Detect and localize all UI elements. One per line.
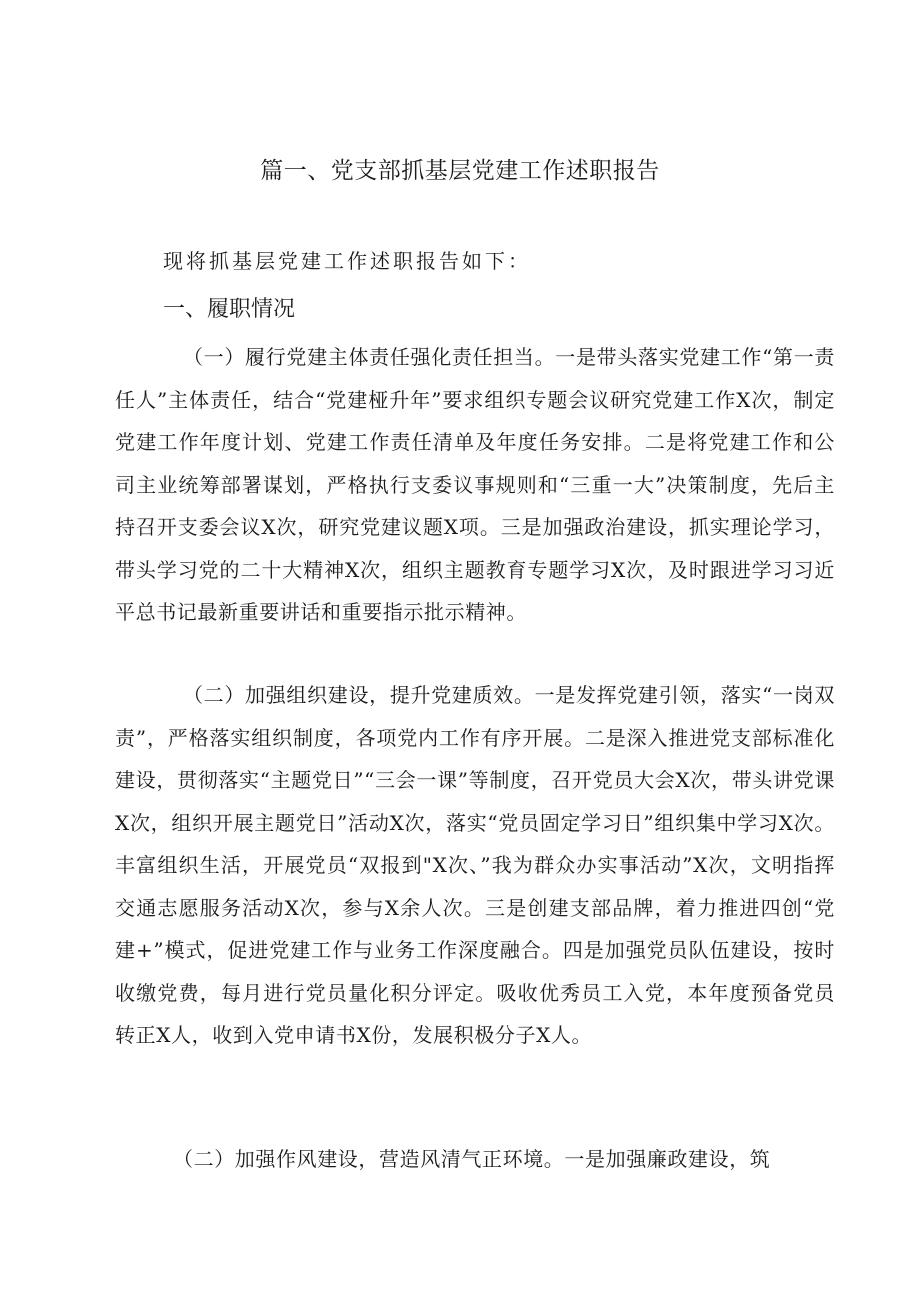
paragraph-work-style: （二）加强作风建设，营造风清气正环境。一是加强廉政建设，筑 [173, 1147, 771, 1171]
paragraph-responsibility: （一）履行党建主体责任强化责任担当。一是带头落实党建工作“第一责任人”主体责任，结合“党建桠升年”要求组织专题会议研究党建工作X次，制定党建工作年度计划、党建工作责任清单及年度任务安排。二是将党建工作和公司主业统筹部署谋划，严格执行支委议事规则和“三重一大”决策制度，先后主持召开支委会议X次，研究党建议题X项。三是加强政治建设，抓实理论学习，带头学习党的二十大精神X次，组织主题教育专题学习X次，及时跟进学习习近平总书记最新重要讲话和重要指示批示精神。 [115, 345, 835, 624]
section-heading: 一、履职情况 [163, 297, 296, 322]
paragraph-organization: （二）加强组织建设，提升党建质效。一是发挥党建引领，落实“一岗双责”，严格落实组织制度，各项党内工作有序开展。二是深入推进党支部标准化建设，贯彻落实“主题党日”“三会一课”等制度，召开党员大会X次，带头讲党课X次，组织开展主题党日”活动X次，落实“党员固定学习日”组织集中学习X次。丰富组织生活，开展党员“双报到"X次、”我为群众办实事活动”X次，文明指挥交通志愿服务活动X次，参与X余人次。三是创建支部品牌，着力推进四创“党建+”模式，促进党建工作与业务工作深度融合。四是加强党员队伍建设，按时收缴党费，每月进行党员量化积分评定。吸收优秀员工入党，本年度预备党员转正X人，收到入党申请书X份，发展积极分子X人。 [115, 683, 835, 1047]
intro-text: 现将抓基层党建工作述职报告如下： [163, 249, 531, 273]
document-title: 篇一、党支部抓基层党建工作述职报告 [260, 158, 660, 184]
